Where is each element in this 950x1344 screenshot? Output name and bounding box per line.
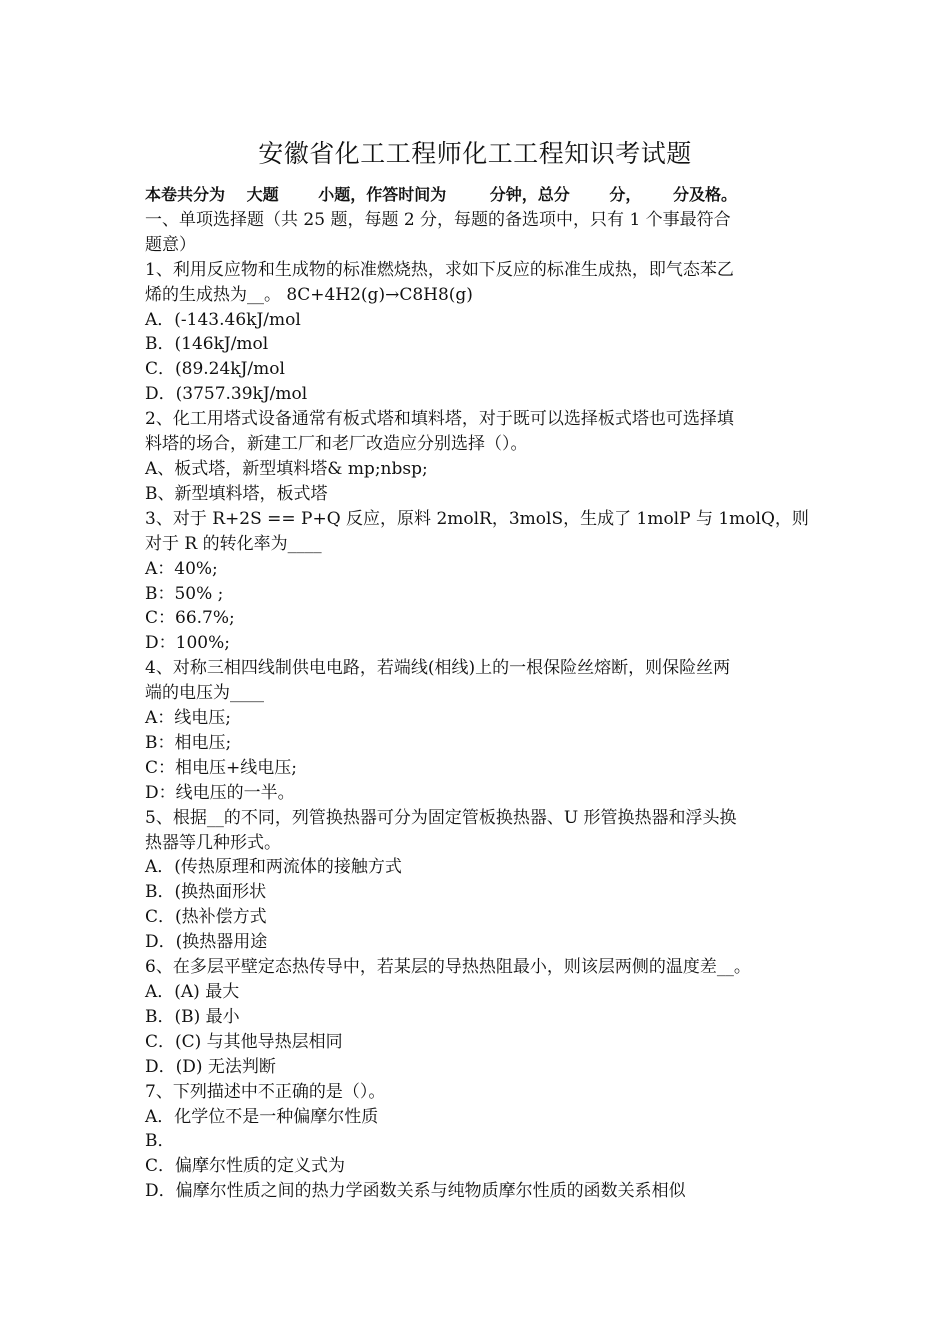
text-line: 烯的生成热为__。 8C+4H2(g)→C8H8(g) <box>145 284 473 305</box>
text-line: 2、化工用塔式设备通常有板式塔和填料塔，对于既可以选择板式塔也可选择填 <box>145 409 734 430</box>
text-line: 7、下列描述中不正确的是（）。 <box>145 1081 386 1102</box>
intro-part: 分钟，总分 <box>489 185 570 204</box>
text-line: D：线电压的一半。 <box>145 782 295 803</box>
text-line: B． <box>145 1131 175 1152</box>
text-line: D．(换热器用途 <box>145 932 268 953</box>
text-line: 5、根据__的不同，列管换热器可分为固定管板换热器、U 形管换热器和浮头换 <box>145 807 737 828</box>
text-line: D：100%; <box>145 633 230 654</box>
text-line: C：66.7%; <box>145 608 235 629</box>
text-line: 一、单项选择题（共 25 题，每题 2 分，每题的备选项中，只有 1 个事最符合 <box>145 209 731 230</box>
text-line: C．(C) 与其他导热层相同 <box>145 1031 343 1052</box>
text-line: B：50% ; <box>145 583 224 604</box>
text-line: B：相电压; <box>145 732 232 753</box>
document-body <box>145 183 807 1204</box>
text-line: A．化学位不是一种偏摩尔性质 <box>145 1106 379 1127</box>
text-line: A：40%; <box>145 558 218 579</box>
intro-part: 小题，作答时间为 <box>318 185 447 204</box>
text-line: C．(89.24kJ/mol <box>145 359 285 380</box>
text-line: C：相电压+线电压; <box>145 757 297 778</box>
text-line: A．(-143.46kJ/mol <box>145 309 301 330</box>
exam-intro <box>145 183 807 208</box>
text-line: 1、利用反应物和生成物的标准燃烧热，求如下反应的标准生成热，即气态苯乙 <box>145 259 734 280</box>
text-line: D．偏摩尔性质之间的热力学函数关系与纯物质摩尔性质的函数关系相似 <box>145 1181 686 1202</box>
text-line: A、板式塔，新型填料塔& mp;nbsp; <box>145 458 428 479</box>
text-line: 4、对称三相四线制供电电路，若端线(相线)上的一根保险丝熔断，则保险丝两 <box>145 658 731 679</box>
question-list <box>145 208 807 1204</box>
intro-part: 大题 <box>246 185 279 204</box>
text-line: B．(146kJ/mol <box>145 334 269 355</box>
text-line: A．(传热原理和两流体的接触方式 <box>145 857 402 878</box>
text-line: C．(热补偿方式 <box>145 907 267 928</box>
text-line: D．(D) 无法判断 <box>145 1056 276 1077</box>
intro-part: 分及格。 <box>672 185 737 204</box>
page-title: 安徽省化工工程师化工工程知识考试题 <box>258 139 692 168</box>
text-line: A．(A) 最大 <box>145 982 240 1002</box>
intro-part: 本卷共分为 <box>145 185 226 204</box>
text-line: B、新型填料塔，板式塔 <box>145 483 328 504</box>
text-line: 料塔的场合，新建工厂和老厂改造应分别选择（）。 <box>145 434 528 455</box>
text-line: 热器等几种形式。 <box>145 832 281 853</box>
text-line: D．(3757.39kJ/mol <box>145 384 308 405</box>
text-line: 题意） <box>145 234 196 255</box>
intro-part: 分， <box>609 185 642 204</box>
text-line: B．(换热面形状 <box>145 882 267 903</box>
text-line: 对于 R 的转化率为____ <box>145 533 322 554</box>
text-line: 3、对于 R+2S == P+Q 反应，原料 2molR，3molS，生成了 1molP 与 1molQ，则 <box>145 508 809 529</box>
text-line: 6、在多层平壁定态热传导中，若某层的导热热阻最小，则该层两侧的温度差__。 <box>145 957 751 978</box>
text-line: 端的电压为____ <box>145 683 264 704</box>
text-line: C．偏摩尔性质的定义式为 <box>145 1156 346 1177</box>
text-line: A：线电压; <box>145 708 232 729</box>
text-line: B．(B) 最小 <box>145 1006 240 1027</box>
